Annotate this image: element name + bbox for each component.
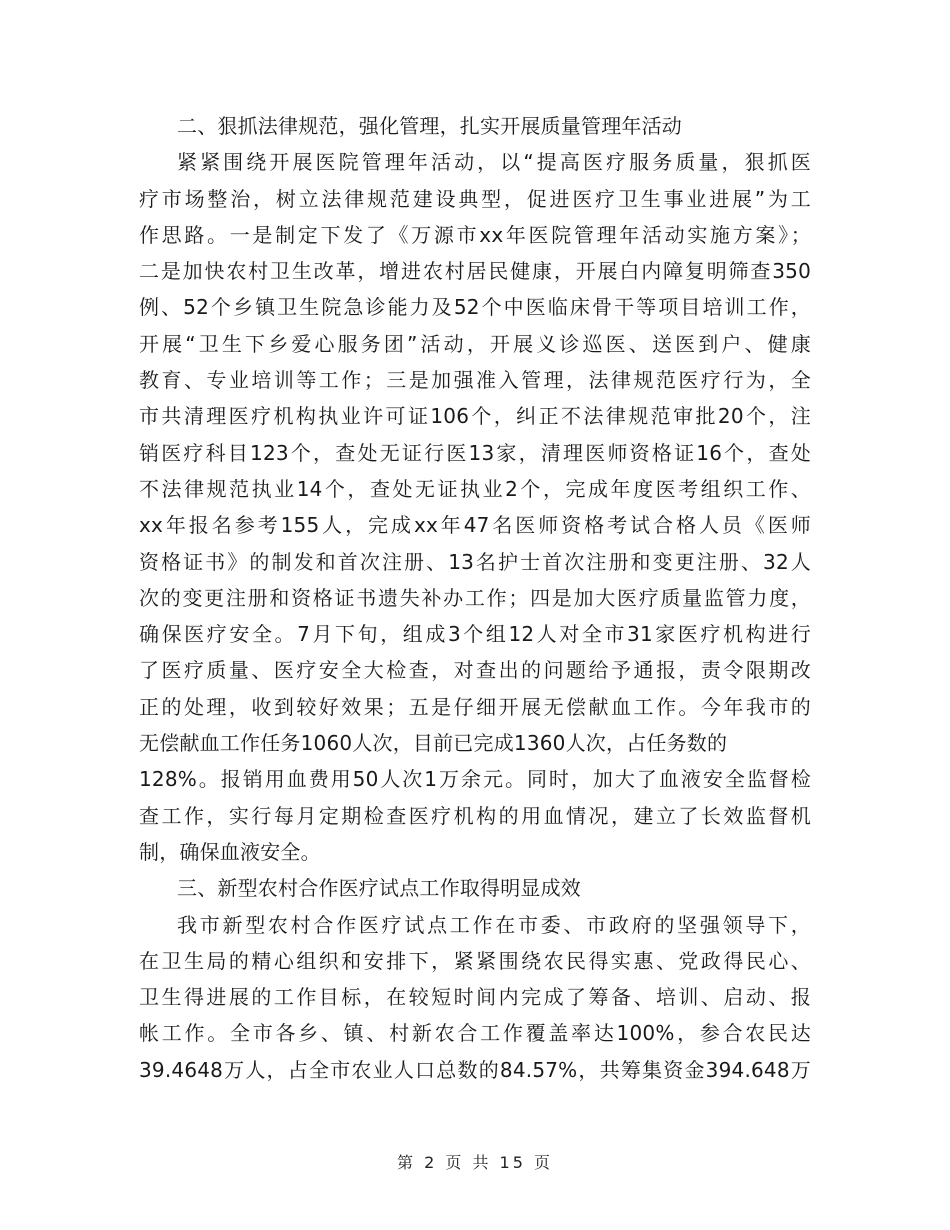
text-line: 市共清理医疗机构执业许可证106个，纠正不法律规范审批20个，注	[139, 404, 811, 429]
text-line: 作思路。一是制定下发了《万源市xx年医院管理年活动实施方案》；	[139, 222, 811, 247]
text-line: 二是加快农村卫生改革，增进农村居民健康，开展白内障复明筛查350	[139, 259, 811, 284]
text-line: 查工作，实行每月定期检查医疗机构的用血情况，建立了长效监督机	[139, 803, 811, 828]
text-line: xx年报名参考155人，完成xx年47名医师资格考试合格人员《医师	[139, 513, 811, 538]
text-line: 教育、专业培训等工作；三是加强准入管理，法律规范医疗行为，全	[139, 368, 811, 393]
text-line: 紧紧围绕开展医院管理年活动，以“提高医疗服务质量，狠抓医	[177, 150, 811, 175]
text-line: 不法律规范执业14个，查处无证执业2个，完成年度医考组织工作、	[139, 476, 811, 501]
text-line: 卫生得进展的工作目标，在较短时间内完成了筹备、培训、启动、报	[139, 985, 811, 1010]
text-line: 销医疗科目123个，查处无证行医13家，清理医师资格证16个，查处	[139, 440, 811, 465]
text-line: 例、52个乡镇卫生院急诊能力及52个中医临床骨干等项目培训工作，	[139, 295, 811, 320]
text-line: 三、新型农村合作医疗试点工作取得明显成效	[177, 876, 581, 901]
text-line: 确保医疗安全。7月下旬，组成3个组12人对全市31家医疗机构进行	[139, 622, 811, 647]
text-line: 疗市场整治，树立法律规范建设典型，促进医疗卫生事业进展”为工	[139, 186, 811, 211]
page-footer: 第 2 页 共 15 页	[397, 1153, 553, 1172]
text-line: 制，确保血液安全。	[139, 839, 321, 864]
text-line: 二、狠抓法律规范，强化管理，扎实开展质量管理年活动	[177, 114, 682, 138]
text-line: 次的变更注册和资格证书遗失补办工作；四是加大医疗质量监管力度，	[139, 585, 811, 610]
text-line: 帐工作。全市各乡、镇、村新农合工作覆盖率达100%，参合农民达	[139, 1021, 811, 1046]
text-line: 了医疗质量、医疗安全大检查，对查出的问题给予通报，责令限期改	[139, 658, 811, 683]
text-line: 正的处理，收到较好效果；五是仔细开展无偿献血工作。今年我市的	[139, 694, 811, 719]
text-line: 39.4648万人，占全市农业人口总数的84.57%，共筹集资金394.648万	[139, 1057, 811, 1082]
text-line: 我市新型农村合作医疗试点工作在市委、市政府的坚强领导下，	[177, 912, 811, 937]
text-line: 开展“卫生下乡爱心服务团”活动，开展义诊巡医、送医到户、健康	[139, 331, 811, 356]
text-line: 在卫生局的精心组织和安排下，紧紧围绕农民得实惠、党政得民心、	[139, 948, 811, 973]
text-line: 128%。报销用血费用50人次1万余元。同时，加大了血液安全监督检	[139, 767, 811, 792]
text-line: 资格证书》的制发和首次注册、13名护士首次注册和变更注册、32人	[139, 549, 811, 574]
text-line: 无偿献血工作任务1060人次，目前已完成1360人次，占任务数的	[139, 731, 728, 756]
document-body	[139, 108, 811, 1088]
